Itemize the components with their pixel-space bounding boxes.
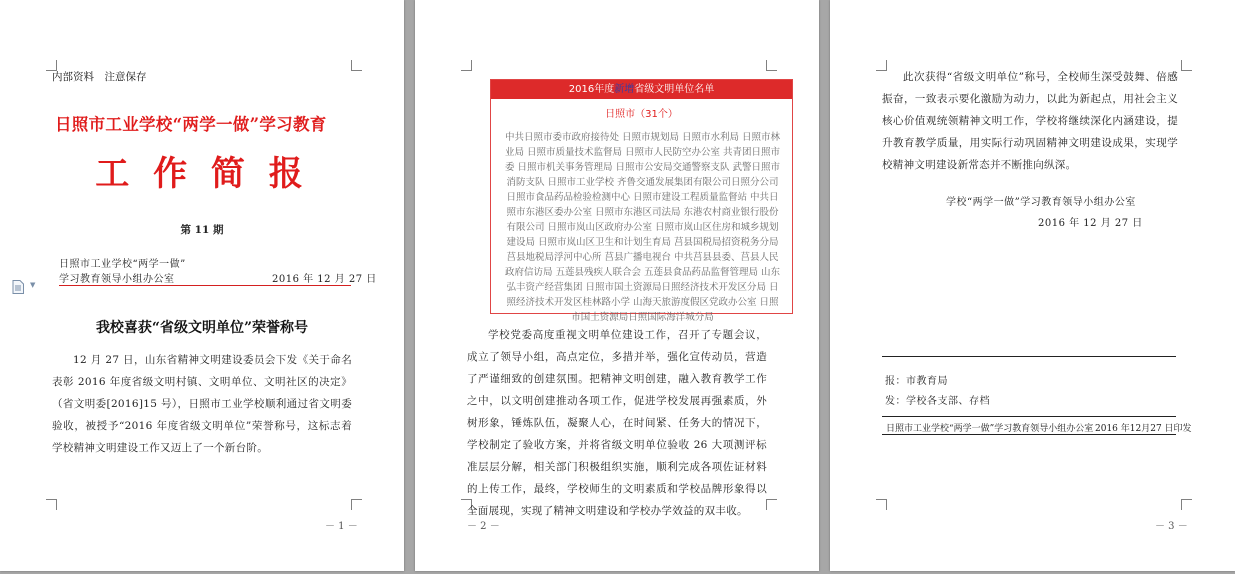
red-divider [59, 285, 351, 286]
article-body-continued: 学校党委高度重视文明单位建设工作，召开了专题会议，成立了领导小组，高点定位，多措并举，强化宣传动员，营造了严谨细致的创建氛围。把精神文明创建，融入教育教学工作之中，以文明创建推动各项工作，促进学校发展再强素质，外树形象，锤炼队伍，凝聚人心，在时间紧、任务大的情况下，学校制定了验收方案，并将省级文明单位验收 26 大项测评标准层层分解，相关部门积极组织实施，顺利完成各项佐证材料的上传工作，最终，学校师生的文明素质和学校品牌形象得以全面展现，实现了精神文明建设和学校办学效益的双丰收。 [467, 329, 767, 517]
confidential-label: 内部资料 注意保存 [52, 71, 147, 83]
page-number: － 2 － [467, 521, 500, 532]
divider-line [882, 434, 1176, 435]
divider-line [882, 416, 1176, 417]
document-icon[interactable] [12, 279, 24, 293]
list-title-suffix: 省级文明单位名单 [634, 84, 715, 95]
unit-list: 中共日照市委市政府接待处 日照市规划局 日照市水利局 日照市林业局 日照市质量技术监督局 日照市人民防空办公室 共青团日照市委 日照市机关事务管理局 日照市公安局交通警察支队 武警日照市消防支队 日照市工业学校 齐鲁交通发展集团有限公司日照分公司 日照市食品药品检验检测中心 日照市建设工程质量监督站 中共日照市东港区委办公室 日照市东港区司法局 东港农村商业银行股份有限公司 日照市岚山区政府办公室 日照市岚山区住房和城乡规划建设局 日照市岚山区卫生和计划生育局 莒县国税局招资税务分局 莒县地税局浮河中心所 莒县广播电视台 中共莒县县委、莒县人民政府信访局 五莲县残疾人联合会 五莲县食品药品监督管理局 山东弘丰资产经营集团 日照市国土资源局日照经济技术开发区分局 日照经济技术开发区桂林路小学 山海天旅游度假区党政办公室 日照市国土资源局日照国际海洋城分局 [504, 132, 781, 323]
page-number: － 1 － [325, 521, 358, 532]
issuer-line-1: 日照市工业学校“两学一做” [59, 259, 186, 270]
civilized-units-list-box [490, 79, 793, 323]
crop-mark [766, 60, 777, 71]
list-title-prefix: 2016年度 [568, 84, 615, 95]
crop-mark [876, 499, 887, 510]
chevron-down-icon[interactable]: ▼ [30, 281, 36, 289]
signature-org: 学校“两学一做”学习教育领导小组办公室 [946, 197, 1136, 208]
list-title-highlight: 新增 [614, 84, 635, 95]
issue-number: 第 11 期 [180, 224, 224, 236]
crop-mark [766, 499, 777, 510]
document-page-1 [0, 0, 404, 571]
article-body-conclusion: 此次获得“省级文明单位”称号，全校师生深受鼓舞、倍感振奋，一致表示要化激励为动力，以此为新起点，用社会主义核心价值观统领精神文明工作，学校将继续深化内涵建设，提升教育教学质量，用实际行动巩固精神文明建设成果，实现学校精神文明建设新常态并不断推向纵深。 [882, 71, 1178, 171]
crop-mark [1181, 499, 1192, 510]
article-body: 12 月 27 日，山东省精神文明建设委员会下发《关于命名表彰 2016 年度省级文明村镇、文明单位、文明社区的决定》（省文明委[2016]15 号），日照市工业学校顺利通过省文明委验收，被授予“2016 年度省级文明单位”荣誉称号，这标志着学校精神文明建设工作又迈上了一个新台阶。 [52, 354, 352, 454]
send-to: 发：学校各支部、存档 [885, 396, 990, 407]
crop-mark [1181, 60, 1192, 71]
signature-date: 2016 年 12 月 27 日 [1038, 218, 1143, 229]
article-title: 我校喜获“省级文明单位”荣誉称号 [95, 320, 309, 336]
city-heading: 日照市（31个） [605, 109, 678, 120]
footer-print-date: 2016 年12月27 日印发 [1095, 424, 1192, 434]
crop-mark [461, 60, 472, 71]
bulletin-title: 日照市工业学校“两学一做”学习教育 [55, 115, 327, 134]
list-box-header [491, 80, 792, 99]
report-to: 报：市教育局 [885, 376, 948, 387]
bulletin-heading: 工 作 简 报 [95, 154, 309, 194]
issuer-line-2: 学习教育领导小组办公室 [59, 274, 175, 285]
crop-mark [46, 499, 57, 510]
page-number: － 3 － [1155, 521, 1188, 532]
divider-line [882, 356, 1176, 357]
document-page-3 [830, 0, 1235, 571]
crop-mark [351, 60, 362, 71]
issue-date: 2016 年 12 月 27 日 [272, 274, 377, 285]
document-page-2 [415, 0, 819, 571]
crop-mark [351, 499, 362, 510]
footer-issuer: 日照市工业学校“两学一做”学习教育领导小组办公室 [886, 424, 1094, 434]
